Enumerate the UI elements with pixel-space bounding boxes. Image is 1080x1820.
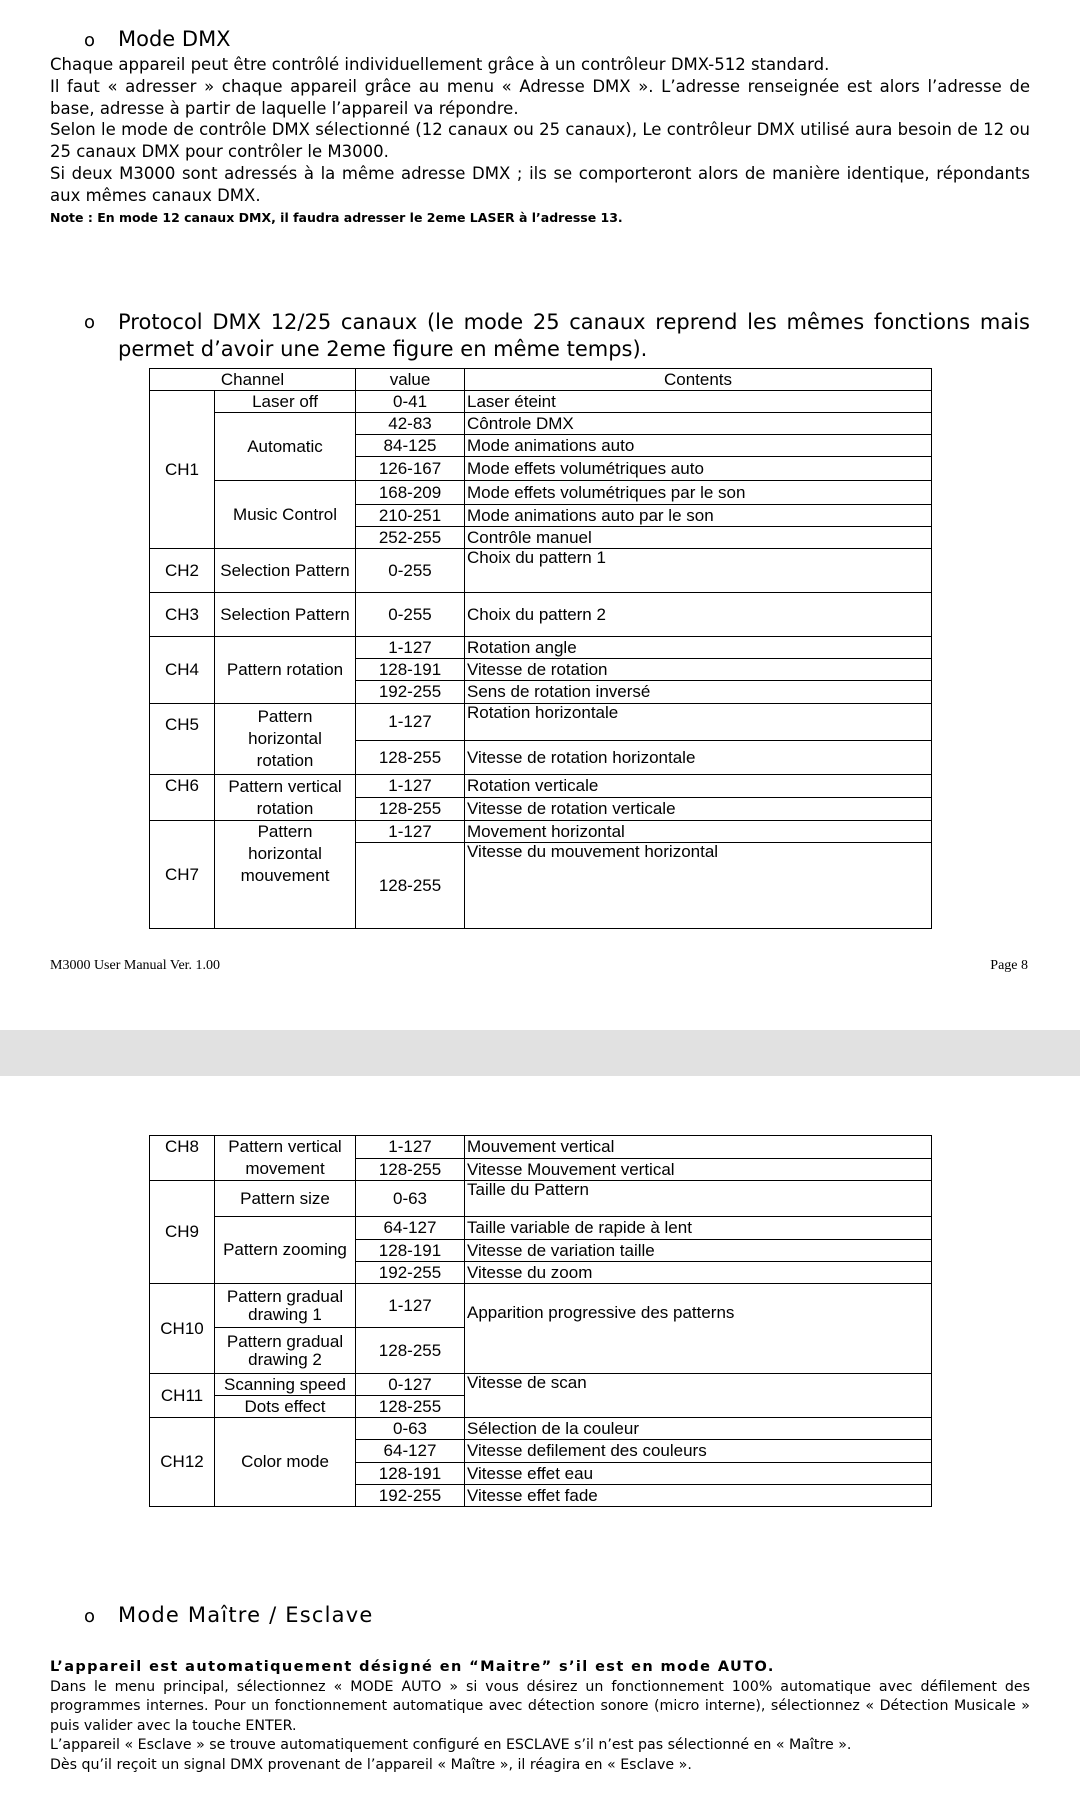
function-cell: Pattern rotation (215, 637, 356, 704)
value-cell: 1-127 (356, 1284, 465, 1328)
value-cell: 64-127 (356, 1217, 465, 1240)
contents-cell: Laser éteint (465, 391, 932, 413)
table-row (150, 1217, 932, 1240)
channel-cell: CH2 (150, 549, 215, 593)
bullet: o (84, 312, 96, 333)
value-cell: 84-125 (356, 435, 465, 457)
contents-cell: Rotation horizontale (465, 704, 932, 741)
table-row (150, 593, 932, 637)
value-cell: 128-255 (356, 741, 465, 775)
value-cell: 192-255 (356, 681, 465, 704)
channel-cell: CH8 (150, 1136, 215, 1181)
channel-cell: CH10 (150, 1284, 215, 1374)
paragraph: Selon le mode de contrôle DMX sélectionné (12 canaux ou 25 canaux), Le contrôleur DMX utilisé aura besoin de 12 ou 25 canaux DMX pour contrôler le M3000. (50, 120, 1030, 162)
channel-cell: CH3 (150, 593, 215, 637)
value-cell: 210-251 (356, 505, 465, 527)
dmx-table-part-1 (149, 368, 932, 929)
paragraph: L’appareil « Esclave » se trouve automatiquement configuré en ESCLAVE s’il n’est pas sélectionné en « Maître ». (50, 1737, 852, 1753)
value-cell: 0-255 (356, 593, 465, 637)
function-cell: Pattern gradual drawing 1 (215, 1284, 356, 1328)
contents-cell: Mode effets volumétriques auto (465, 457, 932, 481)
value-cell: 252-255 (356, 527, 465, 549)
contents-cell: Mode effets volumétriques par le son (465, 481, 932, 505)
contents-cell: Apparition progressive des patterns (465, 1284, 932, 1374)
value-cell: 1-127 (356, 704, 465, 741)
value-cell: 128-191 (356, 1463, 465, 1485)
section-heading-mode-dmx: o Mode DMX (84, 27, 231, 51)
function-cell: Dots effect (215, 1396, 356, 1418)
contents-cell: Mode animations auto par le son (465, 505, 932, 527)
channel-cell: CH7 (150, 821, 215, 929)
channel-cell: CH6 (150, 775, 215, 821)
manual-page-9 (0, 1076, 1080, 1820)
table-row (150, 1181, 932, 1217)
master-slave-description (50, 1658, 1030, 1775)
value-cell: 126-167 (356, 457, 465, 481)
function-cell: Automatic (215, 413, 356, 481)
function-cell: Pattern size (215, 1181, 356, 1217)
table-row (150, 481, 932, 505)
contents-cell: Mouvement vertical (465, 1136, 932, 1159)
value-cell: 192-255 (356, 1262, 465, 1284)
table-row (150, 1284, 932, 1328)
paragraph: Dans le menu principal, sélectionnez « MODE AUTO » si vous désirez un fonctionnement 100% automatique avec défilement des programmes internes. Pour un fonctionnement automatique avec détection sonore (micro interne), sélectionnez « Détection Musicale » puis valider avec la touche ENTER. (50, 1678, 1030, 1734)
contents-cell: Vitesse defilement des couleurs (465, 1440, 932, 1463)
value-cell: 1-127 (356, 821, 465, 843)
header-channel: Channel (150, 369, 356, 391)
function-cell: Pattern horizontal mouvement (215, 821, 356, 929)
contents-cell: Choix du pattern 1 (465, 549, 932, 593)
channel-cell: CH9 (150, 1181, 215, 1284)
value-cell: 192-255 (356, 1485, 465, 1507)
channel-cell: CH12 (150, 1418, 215, 1507)
page-separator (0, 1030, 1080, 1076)
function-cell: Pattern zooming (215, 1217, 356, 1284)
table-row (150, 821, 932, 843)
value-cell: 0-63 (356, 1181, 465, 1217)
function-cell: Laser off (215, 391, 356, 413)
table-row (150, 549, 932, 593)
value-cell: 128-191 (356, 1240, 465, 1262)
paragraph: Chaque appareil peut être contrôlé individuellement grâce à un contrôleur DMX-512 standard. (50, 55, 830, 74)
function-cell: Pattern gradual drawing 2 (215, 1328, 356, 1374)
table-row (150, 1374, 932, 1396)
table-row (150, 1136, 932, 1159)
contents-cell: Contrôle manuel (465, 527, 932, 549)
contents-cell: Vitesse de scan (465, 1374, 932, 1418)
contents-cell: Movement horizontal (465, 821, 932, 843)
value-cell: 128-255 (356, 1396, 465, 1418)
function-cell: Pattern vertical rotation (215, 775, 356, 821)
bullet: o (84, 30, 96, 51)
paragraph: Il faut « adresser » chaque appareil grâce au menu « Adresse DMX ». L’adresse renseignée est alors l’adresse de base, adresse à partir de laquelle l’appareil va répondre. (50, 76, 1030, 118)
paragraph: Dès qu’il reçoit un signal DMX provenant de l’appareil « Maître », il réagira en « Esclave ». (50, 1756, 692, 1773)
dmx-table-part-2 (149, 1135, 932, 1507)
table-row (150, 775, 932, 798)
function-cell: Selection Pattern (215, 593, 356, 637)
contents-cell: Côntrole DMX (465, 413, 932, 435)
table-row (150, 413, 932, 435)
section-heading-master-slave: o Mode Maître / Esclave (84, 1603, 374, 1627)
function-cell: Pattern horizontal rotation (215, 704, 356, 775)
value-cell: 42-83 (356, 413, 465, 435)
table-header-row (150, 369, 932, 391)
contents-cell: Sens de rotation inversé (465, 681, 932, 704)
channel-cell: CH1 (150, 391, 215, 549)
value-cell: 1-127 (356, 775, 465, 798)
value-cell: 1-127 (356, 637, 465, 659)
channel-cell: CH4 (150, 637, 215, 704)
contents-cell: Vitesse effet eau (465, 1463, 932, 1485)
value-cell: 0-127 (356, 1374, 465, 1396)
table-row (150, 704, 932, 741)
contents-cell: Vitesse de rotation (465, 659, 932, 681)
contents-cell: Choix du pattern 2 (465, 593, 932, 637)
contents-cell: Sélection de la couleur (465, 1418, 932, 1440)
function-cell: Selection Pattern (215, 549, 356, 593)
value-cell: 128-255 (356, 1159, 465, 1181)
header-contents: Contents (465, 369, 932, 391)
table-row (150, 391, 932, 413)
contents-cell: Vitesse du mouvement horizontal (465, 843, 932, 929)
note: Note : En mode 12 canaux DMX, il faudra adresser le 2eme LASER à l’adresse 13. (50, 209, 623, 225)
function-cell: Music Control (215, 481, 356, 549)
mode-dmx-description (50, 54, 1030, 228)
value-cell: 0-255 (356, 549, 465, 593)
contents-cell: Vitesse Mouvement vertical (465, 1159, 932, 1181)
contents-cell: Taille du Pattern (465, 1181, 932, 1217)
section-heading-protocol: o Protocol DMX 12/25 canaux (le mode 25 canaux reprend les mêmes fonctions mais permet d’avoir une 2eme figure en même temps). (84, 310, 1030, 361)
function-cell: Color mode (215, 1418, 356, 1507)
paragraph: Si deux M3000 sont adressés à la même adresse DMX ; ils se comporteront alors de manière identique, répondants aux mêmes canaux DMX. (50, 163, 1030, 205)
footer-page-number: Page 8 (990, 958, 1028, 973)
channel-cell: CH11 (150, 1374, 215, 1418)
contents-cell: Vitesse de rotation horizontale (465, 741, 932, 775)
function-cell: Scanning speed (215, 1374, 356, 1396)
value-cell: 1-127 (356, 1136, 465, 1159)
table-row (150, 637, 932, 659)
master-bold-line: L’appareil est automatiquement désigné en “Maitre” s’il est en mode AUTO. (50, 1659, 775, 1675)
value-cell: 168-209 (356, 481, 465, 505)
footer-manual-version: M3000 User Manual Ver. 1.00 (50, 958, 221, 973)
value-cell: 128-255 (356, 843, 465, 929)
value-cell: 128-191 (356, 659, 465, 681)
table-row (150, 1418, 932, 1440)
contents-cell: Vitesse de rotation verticale (465, 798, 932, 821)
bullet: o (84, 1606, 97, 1627)
contents-cell: Taille variable de rapide à lent (465, 1217, 932, 1240)
contents-cell: Vitesse du zoom (465, 1262, 932, 1284)
contents-cell: Mode animations auto (465, 435, 932, 457)
value-cell: 0-63 (356, 1418, 465, 1440)
contents-cell: Rotation angle (465, 637, 932, 659)
value-cell: 64-127 (356, 1440, 465, 1463)
contents-cell: Rotation verticale (465, 775, 932, 798)
function-cell: Pattern vertical movement (215, 1136, 356, 1181)
channel-cell: CH5 (150, 704, 215, 775)
value-cell: 128-255 (356, 1328, 465, 1374)
contents-cell: Vitesse de variation taille (465, 1240, 932, 1262)
header-value: value (356, 369, 465, 391)
value-cell: 128-255 (356, 798, 465, 821)
value-cell: 0-41 (356, 391, 465, 413)
contents-cell: Vitesse effet fade (465, 1485, 932, 1507)
